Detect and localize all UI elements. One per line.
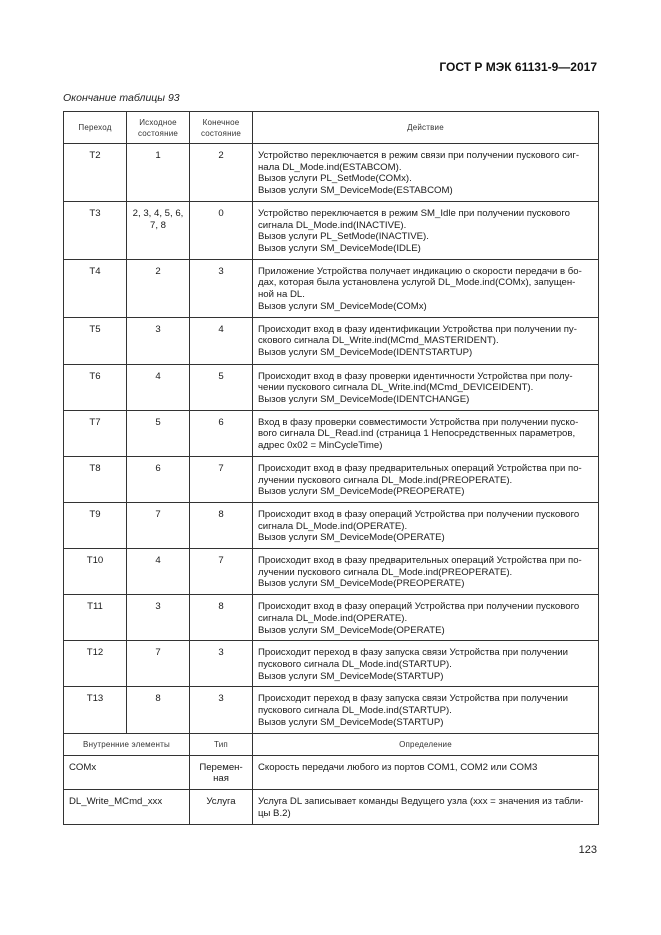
element-type: Услуга — [190, 789, 253, 824]
text-line: Скорость передачи любого из портов COM1, COM2 или COM3 — [258, 761, 538, 773]
action-text — [253, 201, 599, 259]
text-line: пускового сигнала DL_Mode.ind(STARTUP). — [258, 658, 452, 670]
target-state: 7 — [190, 456, 253, 502]
text-line: вого сигнала DL_Read.ind (страница 1 Непосредственных параметров, — [258, 428, 576, 440]
element-row — [64, 755, 599, 789]
transition-id: T3 — [64, 201, 127, 259]
source-state: 3 — [127, 317, 190, 364]
page-number: 123 — [578, 844, 597, 856]
text-line: Приложение Устройства получает индикацию о скорости передачи в бо- — [258, 265, 582, 277]
table-caption: Окончание таблицы 93 — [63, 92, 180, 104]
table-row — [64, 549, 599, 595]
source-state: 8 — [127, 687, 190, 733]
table-row — [64, 144, 599, 202]
transition-id: T11 — [64, 595, 127, 641]
text-line: лучении пускового сигнала DL_Mode.ind(PREOPERATE). — [258, 566, 513, 578]
action-text — [253, 549, 599, 595]
source-state: 2 — [127, 259, 190, 317]
source-state: 7 — [127, 641, 190, 687]
source-state: 3 — [127, 595, 190, 641]
source-state: 7 — [127, 502, 190, 548]
transition-id: T2 — [64, 144, 127, 202]
element-definition — [253, 789, 599, 824]
text-line: Вызов услуги SM_DeviceMode(IDENTSTARTUP) — [258, 347, 473, 359]
text-line: Вызов услуги SM_DeviceMode(STARTUP) — [258, 716, 444, 728]
action-text — [253, 595, 599, 641]
element-name: DL_Write_MCmd_xxx — [64, 789, 190, 824]
table-row — [64, 201, 599, 259]
table-row — [64, 595, 599, 641]
target-state: 3 — [190, 687, 253, 733]
action-text — [253, 364, 599, 410]
text-line: сигнала DL_Mode.ind(INACTIVE). — [258, 219, 407, 231]
text-line: сигнала DL_Mode.ind(OPERATE). — [258, 612, 408, 624]
transition-id: T4 — [64, 259, 127, 317]
text-line: Вход в фазу проверки совместимости Устройства при получении пуско- — [258, 416, 579, 428]
table-row — [64, 687, 599, 733]
text-line: адрес 0x02 = MinCycleTime) — [258, 440, 383, 452]
element-definition — [253, 755, 599, 789]
text-line: Вызов услуги SM_DeviceMode(OPERATE) — [258, 624, 445, 636]
text-line: Вызов услуги SM_DeviceMode(ESTABCOM) — [258, 185, 453, 197]
text-line: Происходит переход в фазу запуска связи Устройства при получении — [258, 647, 568, 659]
target-state: 3 — [190, 259, 253, 317]
text-line: лучении пускового сигнала DL_Mode.ind(PREOPERATE). — [258, 474, 513, 486]
table-row — [64, 456, 599, 502]
target-state: 8 — [190, 595, 253, 641]
transition-id: T10 — [64, 549, 127, 595]
action-text — [253, 641, 599, 687]
transition-id: T7 — [64, 410, 127, 456]
header-internal-elements: Внутренние элементы — [64, 733, 190, 755]
header-transition: Переход — [64, 112, 127, 144]
source-state: 4 — [127, 364, 190, 410]
action-text — [253, 502, 599, 548]
source-state: 5 — [127, 410, 190, 456]
action-text — [253, 317, 599, 364]
target-state: 0 — [190, 201, 253, 259]
text-line: ной на DL. — [258, 289, 305, 301]
element-type: Перемен- ная — [190, 755, 253, 789]
text-line: скового сигнала DL_Write.ind(MCmd_MASTERIDENT). — [258, 335, 499, 347]
target-state: 4 — [190, 317, 253, 364]
text-line: Вызов услуги SM_DeviceMode(COMx) — [258, 300, 427, 312]
text-line: Вызов услуги SM_DeviceMode(STARTUP) — [258, 670, 444, 682]
action-text — [253, 410, 599, 456]
target-state: 2 — [190, 144, 253, 202]
text-line: Вызов услуги PL_SetMode(INACTIVE). — [258, 231, 429, 243]
target-state: 8 — [190, 502, 253, 548]
text-line: Происходит вход в фазу предварительных операций Устройства при по- — [258, 462, 582, 474]
text-line: Происходит вход в фазу идентификации Устройства при получении пу- — [258, 323, 577, 335]
source-state: 2, 3, 4, 5, 6, 7, 8 — [127, 201, 190, 259]
transition-id: T12 — [64, 641, 127, 687]
table-row — [64, 410, 599, 456]
target-state: 5 — [190, 364, 253, 410]
element-row — [64, 789, 599, 824]
source-state: 6 — [127, 456, 190, 502]
target-state: 3 — [190, 641, 253, 687]
action-text — [253, 456, 599, 502]
element-name: COMx — [64, 755, 190, 789]
text-line: Устройство переключается в режим связи при получении пускового сиг- — [258, 150, 580, 161]
table-row — [64, 364, 599, 410]
transition-id: T6 — [64, 364, 127, 410]
source-state: 4 — [127, 549, 190, 595]
text-line: Вызов услуги PL_SetMode(COMx). — [258, 173, 412, 185]
target-state: 7 — [190, 549, 253, 595]
header-action: Действие — [253, 112, 599, 144]
action-text — [253, 687, 599, 733]
action-text — [253, 259, 599, 317]
text-line: дах, которая была установлена услугой DL_Mode.ind(COMx), запущен- — [258, 277, 576, 289]
text-line: Происходит вход в фазу операций Устройства при получении пускового — [258, 601, 580, 613]
text-line: Вызов услуги SM_DeviceMode(IDENTCHANGE) — [258, 394, 470, 406]
table-row — [64, 502, 599, 548]
text-line: Происходит вход в фазу проверки идентичности Устройства при полу- — [258, 370, 573, 382]
text-line: пускового сигнала DL_Mode.ind(STARTUP). — [258, 705, 452, 717]
transition-id: T5 — [64, 317, 127, 364]
elements-header-row — [64, 733, 599, 755]
transitions-table — [63, 111, 599, 825]
text-line: Вызов услуги SM_DeviceMode(PREOPERATE) — [258, 578, 465, 590]
text-line: Услуга DL записывает команды Ведущего узла (xxx = значения из табли- — [258, 795, 584, 807]
text-line: Происходит вход в фазу операций Устройства при получении пускового — [258, 508, 580, 520]
text-line: сигнала DL_Mode.ind(OPERATE). — [258, 520, 408, 532]
action-text — [253, 144, 599, 202]
target-state: 6 — [190, 410, 253, 456]
text-line: Происходит вход в фазу предварительных операций Устройства при по- — [258, 555, 582, 567]
table-header-row — [64, 112, 599, 144]
table-row — [64, 317, 599, 364]
text-line: Устройство переключается в режим SM_Idle при получении пускового — [258, 207, 571, 219]
header-definition: Определение — [253, 733, 599, 755]
table-row — [64, 641, 599, 687]
text-line: цы B.2) — [258, 807, 291, 819]
table-row — [64, 259, 599, 317]
transition-id: T8 — [64, 456, 127, 502]
transition-id: T13 — [64, 687, 127, 733]
header-type: Тип — [190, 733, 253, 755]
header-target-state: Конечное состояние — [190, 112, 253, 144]
text-line: Вызов услуги SM_DeviceMode(IDLE) — [258, 242, 421, 254]
text-line: нала DL_Mode.ind(ESTABCOM). — [258, 161, 402, 173]
text-line: Вызов услуги SM_DeviceMode(PREOPERATE) — [258, 486, 465, 498]
transition-id: T9 — [64, 502, 127, 548]
text-line: Вызов услуги SM_DeviceMode(OPERATE) — [258, 532, 445, 544]
standard-header: ГОСТ Р МЭК 61131-9—2017 — [439, 60, 597, 74]
header-source-state: Исходное состояние — [127, 112, 190, 144]
text-line: чении пускового сигнала DL_Write.ind(MCmd_DEVICEIDENT). — [258, 382, 534, 394]
text-line: Происходит переход в фазу запуска связи Устройства при получении — [258, 693, 568, 705]
source-state: 1 — [127, 144, 190, 202]
